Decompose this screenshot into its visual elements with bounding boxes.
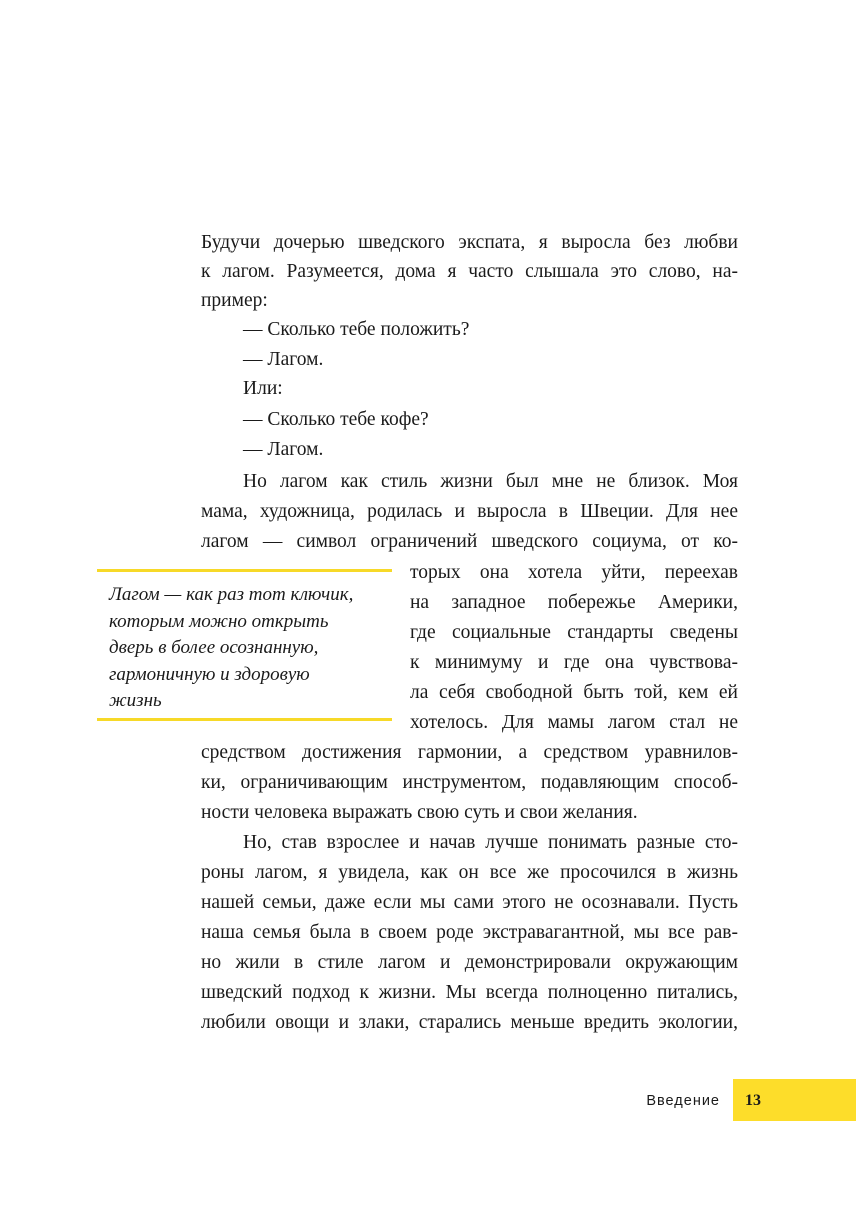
pull-quote-top-rule [97, 569, 392, 572]
body-line: наша семья была в своем роде экстравагантной, мы все рав- [201, 922, 738, 943]
body-line: хотелось. Для мамы лагом стал не [410, 712, 738, 733]
dialogue-line: Или: [243, 378, 283, 399]
body-line: ности человека выражать свою суть и свои желания. [201, 802, 638, 823]
body-line: к минимуму и где она чувствова- [410, 652, 738, 673]
pull-quote-line: жизнь [109, 690, 162, 711]
dialogue-line: — Лагом. [243, 439, 324, 460]
body-line: ки, ограничивающим инструментом, подавляющим способ- [201, 772, 738, 793]
body-line: торых она хотела уйти, переехав [410, 562, 738, 583]
body-line: но жили в стиле лагом и демонстрировали окружающим [201, 952, 738, 973]
body-line: любили овощи и злаки, старались меньше вредить экологии, [201, 1012, 738, 1033]
dialogue-line: — Сколько тебе положить? [243, 319, 470, 340]
body-line: Но лагом как стиль жизни был мне не близок. Моя [243, 471, 738, 492]
dialogue-line: — Лагом. [243, 349, 324, 370]
body-line: где социальные стандарты сведены [410, 622, 738, 643]
body-line: Но, став взрослее и начав лучше понимать разные сто- [243, 832, 738, 853]
body-line: нашей семьи, даже если мы сами этого не осознавали. Пусть [201, 892, 738, 913]
dialogue-line: — Сколько тебе кофе? [243, 409, 429, 430]
pull-quote-text [109, 582, 389, 715]
body-line: шведский подход к жизни. Мы всегда полноценно питались, [201, 982, 738, 1003]
body-line: ла себя свободной быть той, кем ей [410, 682, 738, 703]
pull-quote-line: которым можно открыть [109, 610, 329, 632]
body-line: средством достижения гармонии, а средством уравнилов- [201, 742, 738, 763]
page-number: 13 [745, 1092, 761, 1109]
pull-quote-bottom-rule [97, 718, 392, 721]
body-line: Будучи дочерью шведского экспата, я выросла без любви [201, 232, 738, 253]
section-title: Введение [646, 1093, 720, 1109]
body-line: роны лагом, я увидела, как он все же просочился в жизнь [201, 862, 738, 883]
pull-quote-line: дверь в более осознанную, [109, 637, 319, 658]
pull-quote-line: гармоничную и здоровую [109, 663, 310, 685]
body-line: пример: [201, 290, 268, 311]
body-line: лагом — символ ограничений шведского социума, от ко- [201, 531, 738, 552]
body-line: к лагом. Разумеется, дома я часто слышала это слово, на- [201, 261, 738, 282]
body-line: на западное побережье Америки, [410, 592, 738, 613]
pull-quote-line: Лагом — как раз тот ключик, [109, 584, 354, 605]
body-line: мама, художница, родилась и выросла в Швеции. Для нее [201, 501, 738, 522]
